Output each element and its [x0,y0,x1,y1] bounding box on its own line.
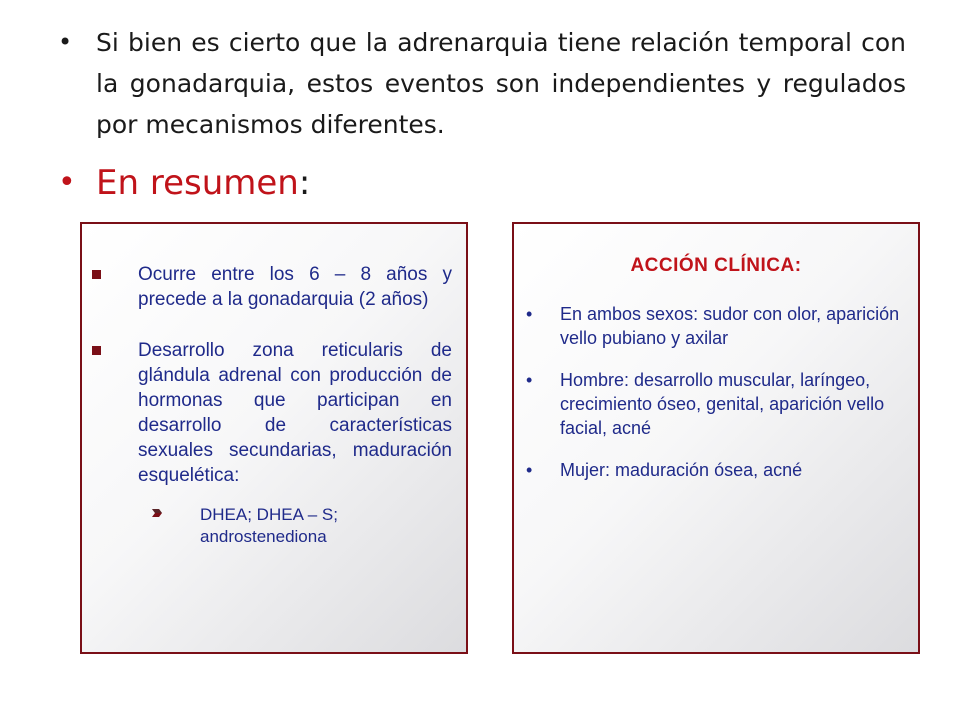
bullet-icon: • [526,460,533,480]
list-item [526,368,910,440]
list-item-text: Ocurre entre los 6 – 8 años y precede a la gonadarquia (2 años) [138,264,452,310]
left-bullet-list [92,262,452,548]
clinical-bullet-list [526,302,910,500]
bullet-icon: • [58,165,76,200]
left-summary-box [80,222,468,654]
summary-label: En resumen [96,163,299,203]
square-bullet-icon [92,270,101,279]
intro-paragraph [58,22,906,145]
clinical-action-title: ACCIÓN CLÍNICA: [630,255,802,276]
list-item-text: En ambos sexos: sudor con olor, aparición vello pubiano y axilar [560,304,900,348]
summary-colon: : [298,163,311,203]
sub-list-item [92,504,452,548]
bullet-icon: • [526,304,533,324]
list-item-text: Hombre: desarrollo muscular, laríngeo, crecimiento óseo, genital, aparición vello facial, acné [560,370,885,438]
list-item [92,338,452,488]
summary-heading [58,156,310,210]
list-item [92,262,452,312]
intro-text: Si bien es cierto que la adrenarquia tiene relación temporal con la gonadarquia, estos eventos son independientes y regulados por mecanismos diferentes. [96,28,906,139]
bullet-icon: • [58,28,73,56]
list-item-text: Mujer: maduración ósea, acné [560,460,803,480]
square-bullet-icon [92,346,101,355]
arrow-bullet-icon [150,506,164,520]
sub-list-item-text: DHEA; DHEA – S; androstenediona [200,505,338,546]
list-item [526,458,910,482]
list-item [526,302,910,350]
list-item-text: Desarrollo zona reticularis de glándula adrenal con producción de hormonas que participan en desarrollo de características sexuales secundarias, maduración esquelética: [138,340,452,486]
bullet-icon: • [526,370,533,390]
right-clinical-box [512,222,920,654]
